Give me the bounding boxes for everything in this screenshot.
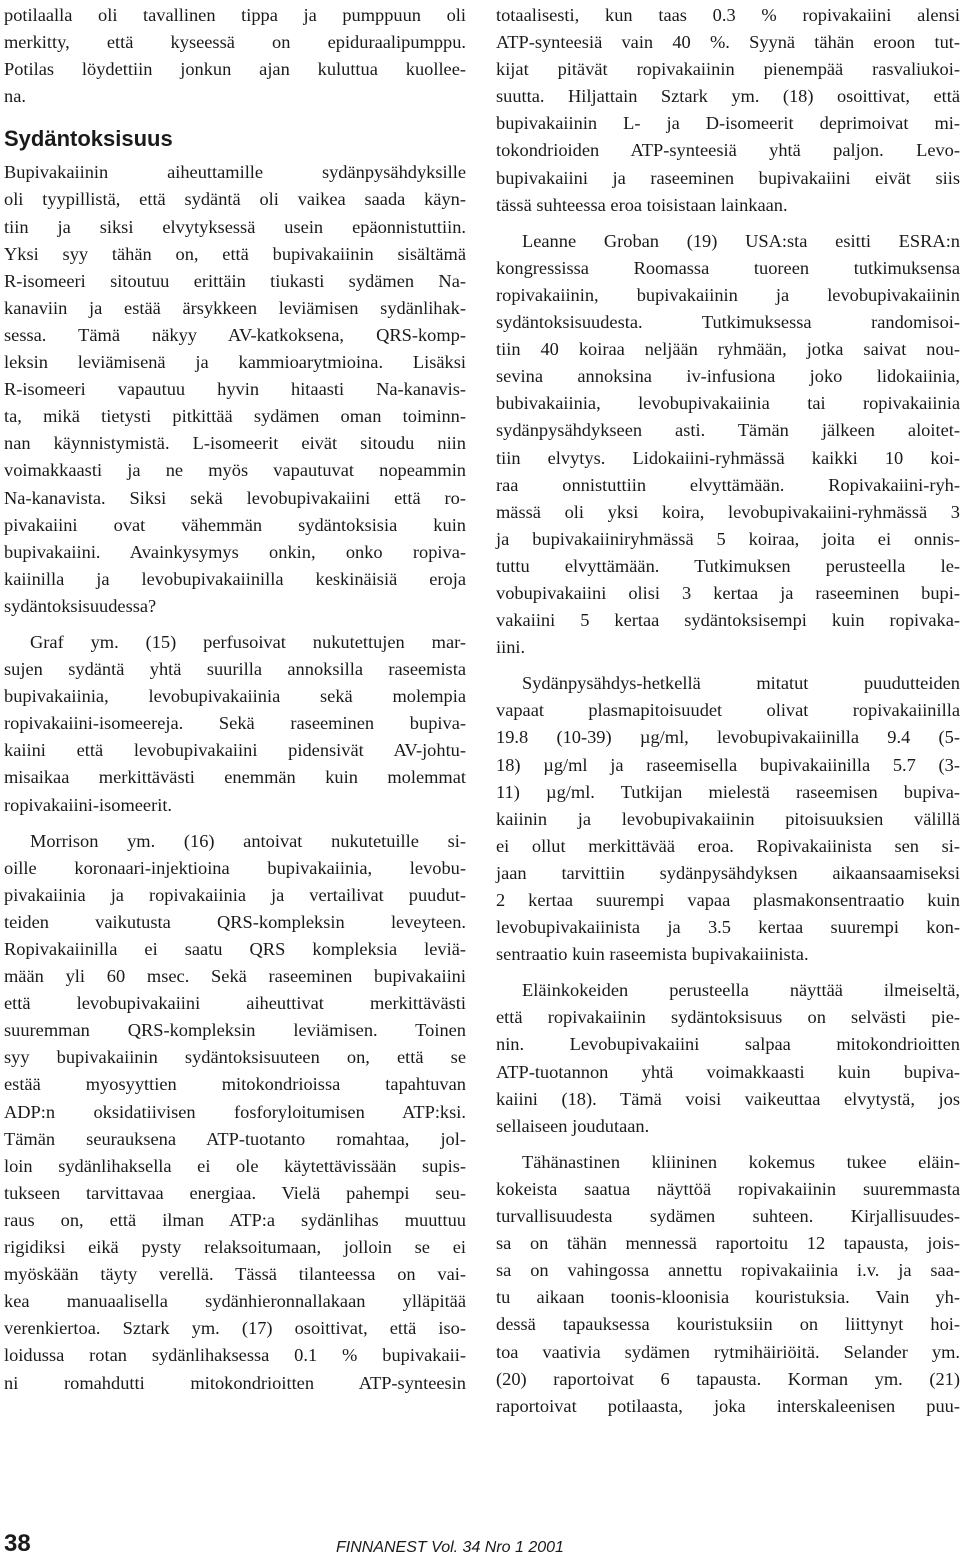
text-line: oli tyypillistä, että sydäntä oli vaikea saada käyn- bbox=[4, 189, 466, 210]
text-line: raus on, että ilman ATP:a sydänlihas muuttuu bbox=[4, 1209, 466, 1230]
text-line: kongressissa Roomassa tuoreen tutkimuksensa bbox=[496, 257, 960, 278]
text-line: sentraatio kuin raseemista bupivakaiinista. bbox=[496, 944, 809, 965]
text-line: Yksi syy tähän on, että bupivakaiinin sisältämä bbox=[4, 243, 466, 264]
text-line: Bupivakaiinin aiheuttamille sydänpysähdyksille bbox=[4, 162, 466, 183]
text-line: dessä tapauksessa kouristuksiin on liittynyt hoi- bbox=[496, 1314, 960, 1335]
text-line: vobupivakaiini olisi 3 kertaa ja raseeminen bupi- bbox=[496, 582, 960, 603]
text-line: ATP-tuotannon yhtä voimakkaasti kuin bupiva- bbox=[496, 1061, 960, 1082]
text-line: Tähänastinen kliininen kokemus tukee eläin- bbox=[522, 1151, 960, 1172]
text-line: bupivakaiini. Avainkysymys onkin, onko ropiva- bbox=[4, 541, 466, 562]
journal-footer: FINNANEST Vol. 34 Nro 1 2001 bbox=[336, 1539, 564, 1556]
text-line: ja bupivakaiiniryhmässä 5 koiraa, joita ei onnis- bbox=[496, 528, 960, 549]
text-line: sydäntoksisuudesta. Tutkimuksessa randomisoi- bbox=[496, 312, 960, 333]
text-line: verenkiertoa. Sztark ym. (17) osoittivat, että iso- bbox=[4, 1318, 466, 1339]
text-line: estää myosyyttien mitokondrioissa tapahtuvan bbox=[4, 1074, 466, 1095]
right-column bbox=[496, 2, 960, 1420]
paragraph bbox=[4, 159, 466, 620]
text-line: Graf ym. (15) perfusoivat nukutettujen mar- bbox=[30, 631, 466, 652]
text-line: bupivakaiinin L- ja D-isomeerit deprimoivat mi- bbox=[496, 113, 960, 134]
text-line: jaan tarvittiin sydänpysähdyksen aikaansaamiseksi bbox=[496, 862, 960, 883]
text-line: nan käynnistymistä. L-isomeerit eivät sitoudu niin bbox=[4, 433, 466, 454]
text-line: sevina annoksina iv-infusiona joko lidokaiinia, bbox=[496, 366, 960, 387]
paragraph bbox=[496, 977, 960, 1140]
text-line: 19.8 (10-39) µg/ml, levobupivakaiinilla 9.4 (5- bbox=[496, 727, 960, 748]
text-line: (20) raportoivat 6 tapausta. Korman ym. (21) bbox=[496, 1368, 960, 1389]
text-line: voimakkaasti ja ne myös vapautuvat nopeammin bbox=[4, 460, 466, 481]
text-line: syy bupivakaiinin sydäntoksisuuteen on, että se bbox=[4, 1047, 466, 1068]
text-line: ropivakaiinin, bupivakaiinin ja levobupivakaiinin bbox=[496, 284, 960, 305]
text-line: nin. Levobupivakaiini salpaa mitokondrioitten bbox=[496, 1034, 960, 1055]
text-line: tiin ja siksi elvytyksessä usein epäonnistuttiin. bbox=[4, 216, 466, 237]
paragraph bbox=[496, 670, 960, 968]
text-line: ATP-synteesiä vain 40 %. Syynä tähän eroon tut- bbox=[496, 32, 960, 53]
text-line: mässä oli yksi koira, levobupivakaiini-ryhmässä 3 bbox=[496, 501, 960, 522]
text-line: loidussa rotan sydänlihaksessa 0.1 % bupivakaii- bbox=[4, 1345, 466, 1366]
text-line: kijat pitävät ropivakaiinin pienempää rasvaliukoi- bbox=[496, 59, 960, 80]
paragraph bbox=[4, 828, 466, 1397]
text-line: levobupivakaiinista ja 3.5 kertaa suurempi kon- bbox=[496, 917, 960, 938]
text-line: sa on vahingossa annettu ropivakaiinia i.v. ja saa- bbox=[496, 1260, 960, 1281]
paragraph bbox=[496, 228, 960, 662]
text-line: pivakaiini ovat vähemmän sydäntoksisia kuin bbox=[4, 514, 466, 535]
text-line: 11) µg/ml. Tutkijan mielestä raseemisen bupiva- bbox=[496, 781, 960, 802]
text-line: bupivakaiini ja raseeminen bupivakaiini eivät siis bbox=[496, 167, 960, 188]
text-line: Eläinkokeiden perusteella näyttää ilmeiseltä, bbox=[522, 980, 960, 1001]
text-line: sydäntoksisuudessa? bbox=[4, 595, 157, 616]
text-line: ta, mikä tietysti pitkittää sydämen oman toiminn- bbox=[4, 406, 466, 427]
text-line: tiin 40 koiraa neljään ryhmään, jotka saivat nou- bbox=[496, 339, 960, 360]
text-line: kanaviin ja estää ärsykkeen leviämisen sydänlihak- bbox=[4, 297, 466, 318]
text-line: kaiinin ja levobupivakaiinin pitoisuuksien välillä bbox=[496, 808, 960, 829]
text-line: Leanne Groban (19) USA:sta esitti ESRA:n bbox=[522, 230, 960, 251]
text-line: R-isomeeri sitoutuu erittäin tiukasti sydämen Na- bbox=[4, 270, 466, 291]
text-line: sydänpysähdykseen asti. Tämän jälkeen aloitet- bbox=[496, 420, 960, 441]
text-line: että levobupivakaiini aiheuttivat merkittävästi bbox=[4, 993, 466, 1014]
text-line: vakaiini 5 kertaa sydäntoksisempi kuin ropivaka- bbox=[496, 610, 960, 631]
text-line: R-isomeeri vapautuu hyvin hitaasti Na-kanavis- bbox=[4, 379, 466, 400]
text-line: Na-kanavista. Siksi sekä levobupivakaiini että ro- bbox=[4, 487, 466, 508]
text-line: että ropivakaiinin sydäntoksisuus on selvästi pie- bbox=[496, 1007, 960, 1028]
text-line: ropivakaiini-isomeereja. Sekä raseeminen bupiva- bbox=[4, 713, 466, 734]
paragraph bbox=[496, 1149, 960, 1420]
text-line: suutta. Hiljattain Sztark ym. (18) osoittivat, että bbox=[496, 86, 960, 107]
paragraph bbox=[496, 2, 960, 219]
section-heading: Sydäntoksisuus bbox=[4, 126, 173, 152]
text-line: sellaiseen joudutaan. bbox=[496, 1115, 650, 1136]
intro-paragraph bbox=[4, 2, 466, 110]
text-line: kea manuaalisella sydänhieronnallakaan ylläpitää bbox=[4, 1291, 466, 1312]
text-line: tuttu elvyttämään. Tutkimuksen perusteella le- bbox=[496, 555, 960, 576]
left-column bbox=[4, 2, 466, 1397]
text-line: leksin leviämisenä ja kammioarytmioina. Lisäksi bbox=[4, 352, 466, 373]
text-line: rigidiksi eikä pysty relaksoitumaan, jolloin se ei bbox=[4, 1237, 466, 1258]
text-line: kokeista saatua näyttöä ropivakaiinin suuremmasta bbox=[496, 1178, 960, 1199]
text-line: pivakaiinia ja ropivakaiinia ja vertailivat puudut- bbox=[4, 884, 466, 905]
text-line: ei ollut merkittävää eroa. Ropivakaiinista sen si- bbox=[496, 835, 960, 856]
text-line: sessa. Tämä näkyy AV-katkoksena, QRS-komp- bbox=[4, 324, 466, 345]
text-line: bupivakaiinia, levobupivakaiinia sekä molempia bbox=[4, 686, 466, 707]
text-line: totaalisesti, kun taas 0.3 % ropivakaiini alensi bbox=[496, 5, 960, 25]
text-line: turvallisuudesta sydämen suhteen. Kirjallisuudes- bbox=[496, 1206, 960, 1227]
text-line: na. bbox=[4, 86, 26, 107]
text-line: kaiinilla ja levobupivakaiinilla keskinäisiä eroja bbox=[4, 568, 466, 589]
text-line: kaiini että levobupivakaiini pidensivät AV-johtu- bbox=[4, 740, 466, 761]
text-line: kaiini (18). Tämä voisi vaikeuttaa elvytystä, jos bbox=[496, 1088, 960, 1109]
text-line: teiden vaikutusta QRS-kompleksin leveyteen. bbox=[4, 911, 466, 932]
paragraph bbox=[4, 629, 466, 819]
text-line: Morrison ym. (16) antoivat nukutetuille si- bbox=[30, 830, 466, 851]
text-line: vapaat plasmapitoisuudet olivat ropivakaiinilla bbox=[496, 700, 960, 721]
text-line: bubivakaiinia, levobupivakaiinia tai ropivakaiinia bbox=[496, 393, 960, 414]
text-line: merkitty, että kyseessä on epiduraalipumppu. bbox=[4, 32, 466, 53]
text-line: myöskään täyty verellä. Tässä tilanteessa on vai- bbox=[4, 1264, 466, 1285]
page-number: 38 bbox=[4, 1530, 31, 1557]
text-line: 18) µg/ml ja raseemisella bupivakaiinilla 5.7 (3- bbox=[496, 754, 960, 775]
text-line: suuremman QRS-kompleksin leviämisen. Toinen bbox=[4, 1020, 466, 1041]
text-line: iini. bbox=[496, 637, 526, 658]
text-line: mään yli 60 msec. Sekä raseeminen bupivakaiini bbox=[4, 966, 466, 987]
text-line: ropivakaiini-isomeerit. bbox=[4, 794, 173, 815]
text-line: tiin elvytys. Lidokaiini-ryhmässä kaikki 10 koi- bbox=[496, 447, 960, 468]
text-line: sa on tähän mennessä raportoitu 12 tapausta, jois- bbox=[496, 1233, 960, 1254]
text-line: misaikaa merkittävästi enemmän kuin molemmat bbox=[4, 767, 466, 788]
text-line: loin sydänlihaksella ei ole käytettävissään supis- bbox=[4, 1155, 466, 1176]
text-line: Ropivakaiinilla ei saatu QRS kompleksia leviä- bbox=[4, 939, 466, 959]
text-line: 2 kertaa suurempi vapaa plasmakonsentraatio kuin bbox=[496, 890, 960, 910]
text-line: tokondrioiden ATP-synteesiä yhtä paljon. Levo- bbox=[496, 140, 960, 161]
text-line: raportoivat potilaasta, joka interskaleenisen puu- bbox=[496, 1395, 960, 1416]
text-line: tässä suhteessa eroa toisistaan lainkaan. bbox=[496, 194, 788, 215]
text-line: toa vaativia sydämen rytmihäiriöitä. Selander ym. bbox=[496, 1341, 960, 1362]
text-line: Potilas löydettiin jonkun ajan kuluttua kuollee- bbox=[4, 59, 466, 80]
text-line: ADP:n oksidatiivisen fosforyloitumisen ATP:ksi. bbox=[4, 1101, 466, 1122]
text-line: tu aikaan toonis-kloonisia kouristuksia. Vain yh- bbox=[496, 1287, 960, 1308]
text-line: sujen sydäntä yhtä suurilla annoksilla raseemista bbox=[4, 659, 466, 680]
text-line: Sydänpysähdys-hetkellä mitatut puudutteiden bbox=[522, 673, 960, 694]
text-line: oille koronaari-injektioina bupivakaiinia, levobu- bbox=[4, 857, 466, 878]
text-line: Tämän seurauksena ATP-tuotanto romahtaa, jol- bbox=[4, 1128, 466, 1149]
text-line: raa onnistuttiin elvyttämään. Ropivakaiini-ryh- bbox=[496, 474, 960, 495]
text-line: potilaalla oli tavallinen tippa ja pumppuun oli bbox=[4, 5, 466, 25]
text-line: ni romahdutti mitokondrioitten ATP-synteesin bbox=[4, 1372, 466, 1393]
text-line: tukseen tarvittavaa energiaa. Vielä pahempi seu- bbox=[4, 1182, 466, 1203]
